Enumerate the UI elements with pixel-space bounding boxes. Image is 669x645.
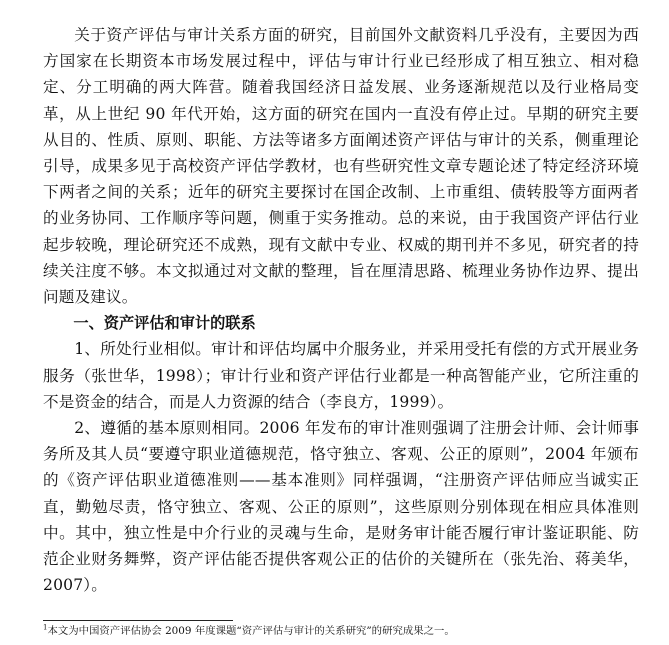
body-text (43, 22, 639, 598)
footnote-divider (43, 620, 233, 621)
section-heading: 一、资产评估和审计的联系 (73, 314, 256, 333)
footnote (43, 624, 639, 638)
footnote-text: 本文为中国资产评估协会 2009 年度课题“资产评估与审计的关系研究”的研究成果之一。 (47, 625, 455, 637)
point-1-paragraph: 1、所处行业相似。审计和评估均属中介服务业，并采用受托有偿的方式开展业务服务（张世华，1998）；审计行业和资产评估行业都是一种高智能产业，它所注重的不是资金的结合，而是人力资源的结合（李良方，1999）。 (43, 340, 639, 411)
footnote-marker: 1 (43, 623, 48, 632)
intro-paragraph: 关于资产评估与审计关系方面的研究，目前国外文献资料几乎没有，主要因为西方国家在长期资本市场发展过程中，评估与审计行业已经形成了相互独立、相对稳定、分工明确的两大阵营。随着我国经济日益发展、业务逐渐规范以及行业格局变革，从上世纪 90 年代开始，这方面的研究在国内一直没有停止过。早期的研究主要从目的、性质、原则、职能、方法等诸多方面阐述资产评估与审计的关系，侧重理论引导，成果多见于高校资产评估学教材，也有些研究性文章专题论述了特定经济环境下两者之间的关系；近年的研究主要探讨在国企改制、上市重组、债转股等方面两者的业务协同、工作顺序等问题，侧重于实务推动。总的来说，由于我国资产评估行业起步较晚，理论研究还不成熟，现有文献中专业、权威的期刊并不多见，研究者的持续关注度不够。本文拟通过对文献的整理，旨在厘清思路、梳理业务协作边界、提出问题及建议。 (43, 26, 639, 307)
point-2-paragraph: 2、遵循的基本原则相同。2006 年发布的审计准则强调了注册会计师、会计师事务所及其人员“要遵守职业道德规范，恪守独立、客观、公正的原则”，2004 年颁布的《资产评估职业道德准则——基本准则》同样强调，“注册资产评估师应当诚实正直，勤勉尽责，恪守独立、客观、公正的原则”，这些原则分别体现在相应具体准则中。其中，独立性是中介行业的灵魂与生命，是财务审计能否履行审计鉴证职能、防范企业财务舞弊，资产评估能否提供客观公正的估价的关键所在（张先治、蒋美华，2007）。 (43, 419, 639, 595)
